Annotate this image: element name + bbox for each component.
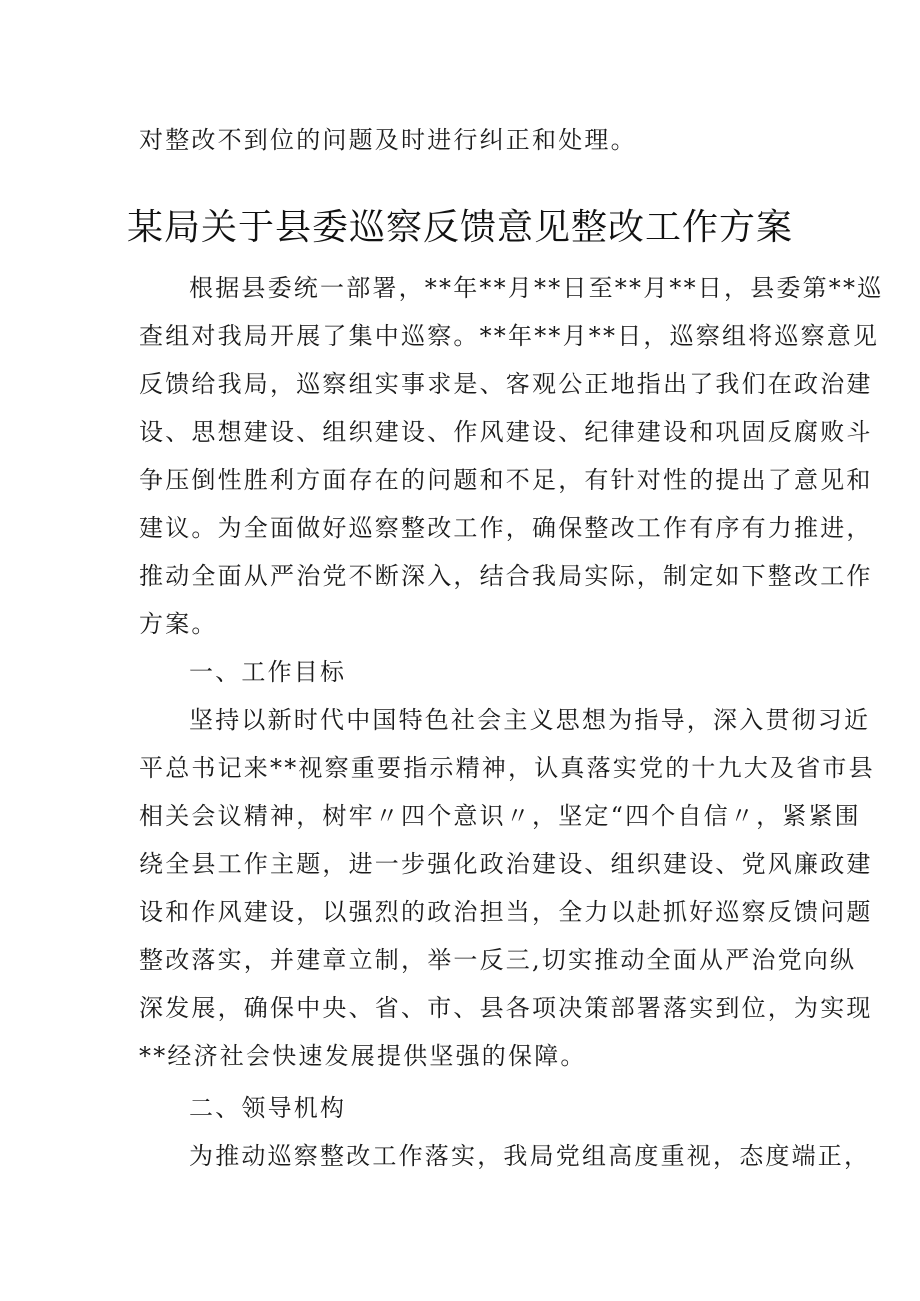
intro-line: 设、思想建设、组织建设、作风建设、纪律建设和巩固反腐败斗 <box>139 418 873 446</box>
document-title: 某局关于县委巡察反馈意见整改工作方案 <box>126 207 793 248</box>
intro-line: 争压倒性胜利方面存在的问题和不足，有针对性的提出了意见和 <box>139 466 873 494</box>
goals-line: 绕全县工作主题，进一步强化政治建设、组织建设、党风廉政建 <box>139 850 873 878</box>
section-heading-goals: 一、工作目标 <box>189 658 347 686</box>
goals-line: 深发展，确保中央、省、市、县各项决策部署落实到位，为实现 <box>139 994 873 1022</box>
goals-line: 设和作风建设，以强烈的政治担当，全力以赴抓好巡察反馈问题 <box>139 898 873 926</box>
leadership-line: 为推动巡察整改工作落实，我局党组高度重视，态度端正， <box>189 1142 871 1170</box>
top-fragment-line: 对整改不到位的问题及时进行纠正和处理。 <box>139 126 637 154</box>
intro-line: 建议。为全面做好巡察整改工作，确保整改工作有序有力推进， <box>139 514 873 542</box>
goals-line: 整改落实，并建章立制，举一反三,切实推动全面从严治党向纵 <box>139 946 857 974</box>
intro-line: 反馈给我局，巡察组实事求是、客观公正地指出了我们在政治建 <box>139 370 873 398</box>
intro-line: 推动全面从严治党不断深入，结合我局实际，制定如下整改工作 <box>139 562 873 590</box>
goals-line: **经济社会快速发展提供坚强的保障。 <box>139 1042 587 1070</box>
goals-line: 坚持以新时代中国特色社会主义思想为指导，深入贯彻习近 <box>189 706 871 734</box>
intro-line: 查组对我局开展了集中巡察。**年**月**日，巡察组将巡察意见 <box>139 322 880 350</box>
intro-line: 根据县委统一部署，**年**月**日至**月**日，县委第**巡 <box>189 274 884 302</box>
goals-line: 平总书记来**视察重要指示精神，认真落实党的十九大及省市县 <box>139 754 875 782</box>
section-heading-leadership: 二、领导机构 <box>189 1094 347 1122</box>
goals-line: 相关会议精神，树牢〃四个意识〃，坚定“四个自信〃，紧紧围 <box>139 802 861 830</box>
intro-line: 方案。 <box>139 610 218 638</box>
